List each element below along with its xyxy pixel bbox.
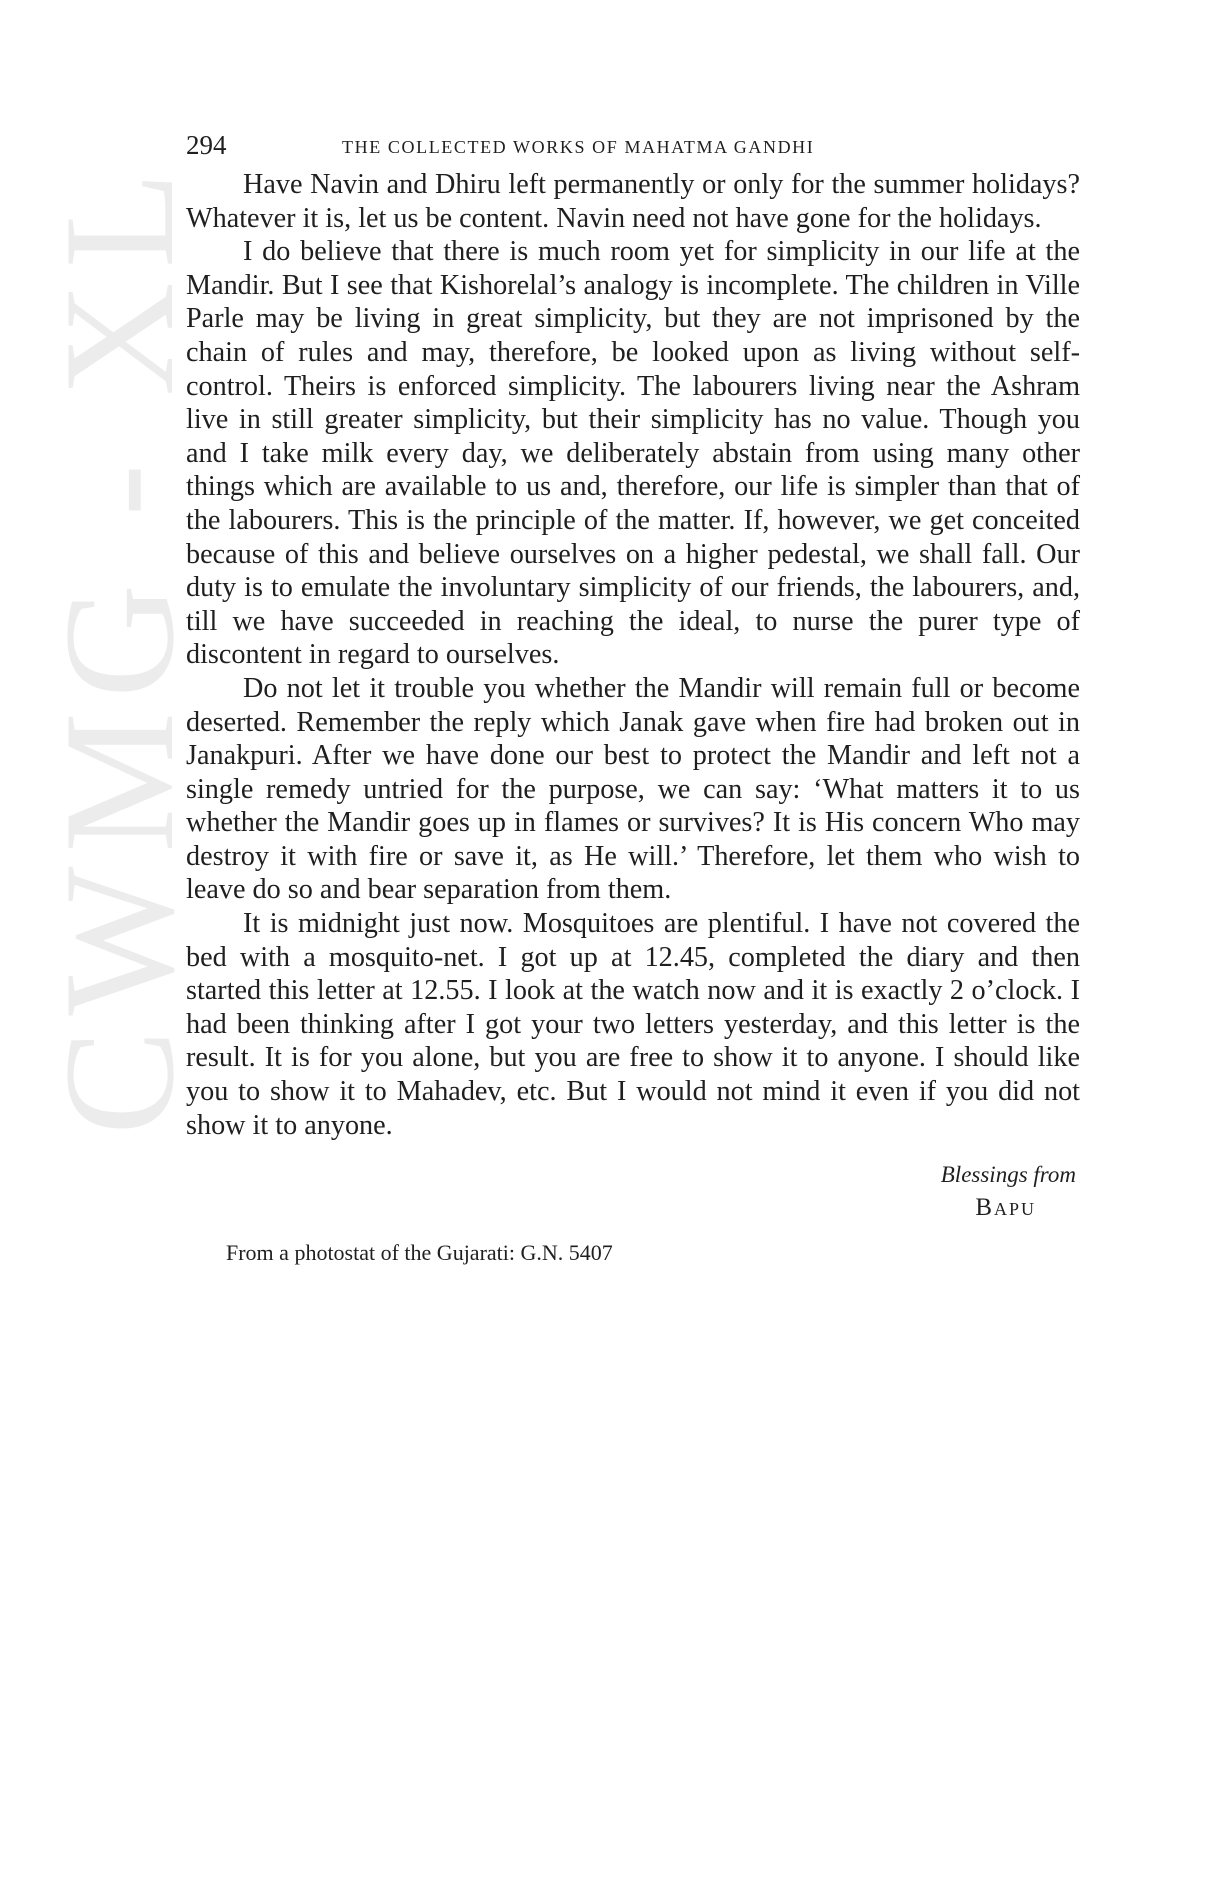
signoff xyxy=(186,1160,1076,1226)
paragraph: Do not let it trouble you whether the Mandir will remain full or become deserted. Remember the reply which Janak gave when fire had broken out in Janakpuri. After we have done our best to protect the Mandir and left not a single remedy untried for the purpose, we can say: ‘What matters it to us whether the Mandir goes up in flames or survives? It is His concern Who may destroy it with fire or save it, as He will.’ Therefore, let them who wish to leave do so and bear separation from them. xyxy=(186,672,1080,906)
watermark-text: CWMG - XL xyxy=(32,157,207,1135)
blessings-line: Blessings from xyxy=(940,1162,1076,1188)
signature: Bapu xyxy=(975,1194,1036,1222)
paragraph: Have Navin and Dhiru left permanently or only for the summer holidays? Whatever it is, let us be content. Navin need not have gone for the holidays. xyxy=(186,169,1080,234)
document-page xyxy=(186,128,1080,1268)
book-title-header: THE COLLECTED WORKS OF MAHATMA GANDHI xyxy=(342,137,815,157)
source-note: From a photostat of the Gujarati: G.N. 5407 xyxy=(226,1240,613,1266)
running-header xyxy=(186,128,1080,168)
letter-body xyxy=(186,168,1080,1142)
page-number: 294 xyxy=(186,130,227,160)
paragraph: It is midnight just now. Mosquitoes are plentiful. I have not covered the bed with a mosquito-net. I got up at 12.45, completed the diary and then started this letter at 12.55. I look at the watch now and it is exactly 2 o’clock. I had been thinking after I got your two letters yesterday, and this letter is the result. It is for you alone, but you are free to show it to anyone. I should like you to show it to Mahadev, etc. But I would not mind it even if you did not show it to anyone. xyxy=(186,908,1080,1141)
paragraph: I do believe that there is much room yet for simplicity in our life at the Mandir. But I see that Kishorelal’s analogy is incomplete. The children in Ville Parle may be living in great simplicity, but they are not imprisoned by the chain of rules and may, therefore, be looked upon as living without self-control. Theirs is enforced simplicity. The labourers living near the Ashram live in still greater simplicity, but their simplicity has no value. Though you and I take milk every day, we deliberately abstain from using many other things which are available to us and, therefore, our life is simpler than that of the labourers. This is the principle of the matter. If, however, we get conceited because of this and believe ourselves on a higher pedestal, we shall fall. Our duty is to emulate the involuntary simplicity of our friends, the labourers, and, till we have succeeded in reaching the ideal, to nurse the purer type of discontent in regard to ourselves. xyxy=(186,236,1080,671)
